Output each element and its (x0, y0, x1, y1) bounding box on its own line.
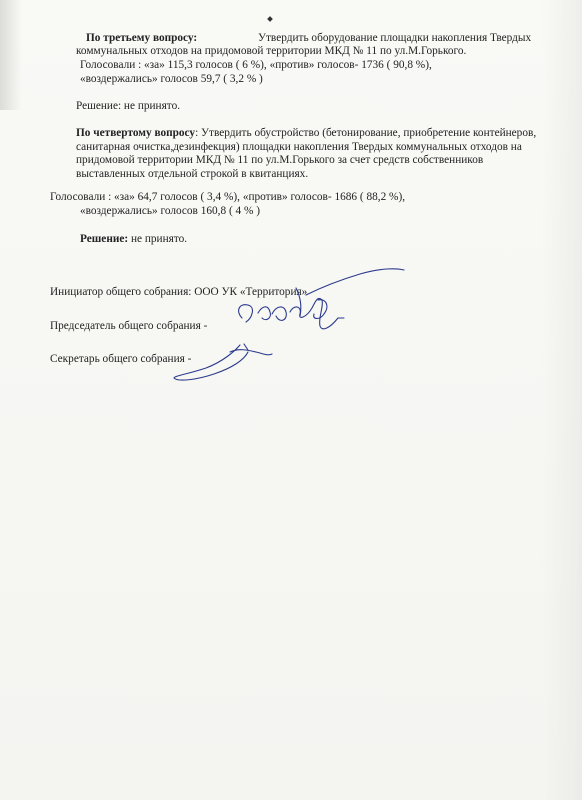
q3-vote-line1: Голосовали : «за» 115,3 голосов ( 6 %), «против» голосов- 1736 ( 90,8 %), (80, 59, 432, 71)
q4-text-line1 (76, 127, 536, 140)
q4-text-line2: санитарная очистка,дезинфекция) площадки накопления Твердых коммунальных отходов на (76, 141, 522, 153)
q4-decision (80, 233, 187, 246)
q4-text-line3: придомовой территории МКД № 11 по ул.М.Горького за счет средств собственников (76, 154, 484, 166)
scan-shadow (0, 0, 22, 110)
chair-signature (239, 298, 344, 328)
scan-shadow-right (542, 0, 582, 800)
secretary-line: Секретарь общего собрания - (50, 353, 192, 365)
q4-text-start: : Утвердить обустройство (бетонирование, приобретение контейнеров, (195, 127, 537, 139)
scan-mark (267, 16, 273, 22)
chair-line: Председатель общего собрания - (50, 320, 208, 332)
initiator-line: Инициатор общего собрания: ООО УК «Территория» (50, 286, 308, 298)
q3-vote-line2: «воздержались» голосов 59,7 ( 3,2 % ) (80, 73, 263, 85)
q3-heading: По третьему вопросу: (86, 32, 198, 44)
q4-decision-label: Решение: (80, 233, 129, 245)
q3-text-line2: коммунальных отходов на придомовой территории МКД № 11 по ул.М.Горького. (76, 45, 467, 57)
q3-decision: Решение: не принято. (76, 100, 181, 112)
q4-text-line4: выставленных отдельной строкой в квитанциях. (76, 168, 309, 180)
q4-decision-value: не принято. (128, 233, 188, 245)
q4-vote-line2: «воздержались» голосов 160,8 ( 4 % ) (80, 205, 260, 217)
q4-heading: По четвертому вопросу (76, 127, 196, 139)
q4-vote-line1: Голосовали : «за» 64,7 голосов ( 3,4 %), «против» голосов- 1686 ( 88,2 %), (50, 191, 406, 203)
q3-text-line1: Утвердить оборудование площадки накопления Твердых (258, 32, 532, 44)
